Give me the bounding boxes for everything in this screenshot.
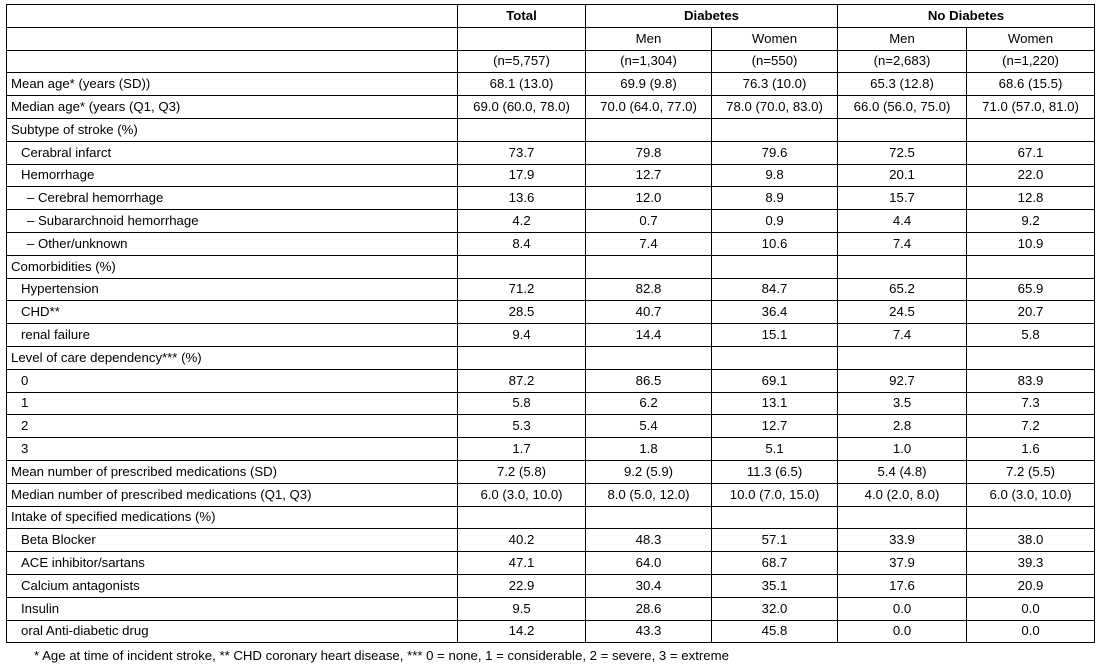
empty-cell (838, 255, 967, 278)
cell-total: 9.4 (458, 324, 586, 347)
cell-dm-women: 76.3 (10.0) (712, 73, 838, 96)
cell-dm-men: 5.4 (586, 415, 712, 438)
cell-nodm-women: 7.2 (967, 415, 1095, 438)
cell-total: 9.5 (458, 597, 586, 620)
row-label: Hemorrhage (7, 164, 458, 187)
empty-cell (586, 255, 712, 278)
cell-nodm-men: 24.5 (838, 301, 967, 324)
empty-cell (967, 118, 1095, 141)
cell-nodm-women: 20.7 (967, 301, 1095, 324)
cell-dm-men: 8.0 (5.0, 12.0) (586, 483, 712, 506)
cell-nodm-women: 12.8 (967, 187, 1095, 210)
cell-nodm-women: 0.0 (967, 597, 1095, 620)
cell-dm-men: 9.2 (5.9) (586, 460, 712, 483)
cell-nodm-women: 71.0 (57.0, 81.0) (967, 96, 1095, 119)
cell-nodm-women: 68.6 (15.5) (967, 73, 1095, 96)
cell-total: 13.6 (458, 187, 586, 210)
cell-nodm-men: 66.0 (56.0, 75.0) (838, 96, 967, 119)
cell-total: 69.0 (60.0, 78.0) (458, 96, 586, 119)
cell-dm-women: 57.1 (712, 529, 838, 552)
row-label: Mean number of prescribed medications (SD) (7, 460, 458, 483)
cell-nodm-women: 38.0 (967, 529, 1095, 552)
cell-dm-men: 12.0 (586, 187, 712, 210)
header-dm-women: Women (712, 27, 838, 50)
row-label: – Other/unknown (7, 232, 458, 255)
cell-nodm-women: 6.0 (3.0, 10.0) (967, 483, 1095, 506)
cell-dm-men: 64.0 (586, 552, 712, 575)
cell-total: 47.1 (458, 552, 586, 575)
empty-cell (712, 118, 838, 141)
empty-cell (458, 255, 586, 278)
cell-dm-men: 28.6 (586, 597, 712, 620)
table-row (7, 483, 1095, 506)
row-label: Insulin (7, 597, 458, 620)
header-empty-cell (7, 27, 458, 50)
cell-total: 4.2 (458, 210, 586, 233)
cell-dm-men: 30.4 (586, 574, 712, 597)
cell-nodm-women: 65.9 (967, 278, 1095, 301)
row-label: Beta Blocker (7, 529, 458, 552)
empty-cell (838, 118, 967, 141)
cell-dm-men: 0.7 (586, 210, 712, 233)
row-label: renal failure (7, 324, 458, 347)
cell-dm-men: 48.3 (586, 529, 712, 552)
cell-dm-women: 10.6 (712, 232, 838, 255)
empty-cell (712, 255, 838, 278)
cell-dm-men: 7.4 (586, 232, 712, 255)
empty-cell (586, 346, 712, 369)
cell-dm-women: 9.8 (712, 164, 838, 187)
cell-nodm-men: 7.4 (838, 324, 967, 347)
cell-nodm-women: 10.9 (967, 232, 1095, 255)
cell-dm-men: 79.8 (586, 141, 712, 164)
cell-nodm-men: 33.9 (838, 529, 967, 552)
table-row (7, 369, 1095, 392)
cell-dm-men: 70.0 (64.0, 77.0) (586, 96, 712, 119)
table-row (7, 460, 1095, 483)
empty-cell (712, 506, 838, 529)
table-row (7, 141, 1095, 164)
cell-dm-men: 12.7 (586, 164, 712, 187)
header-dm-men: Men (586, 27, 712, 50)
row-label: Calcium antagonists (7, 574, 458, 597)
header-empty-cell (7, 5, 458, 28)
cell-dm-men: 14.4 (586, 324, 712, 347)
cell-total: 7.2 (5.8) (458, 460, 586, 483)
cell-nodm-women: 39.3 (967, 552, 1095, 575)
cell-dm-women: 45.8 (712, 620, 838, 643)
empty-cell (967, 346, 1095, 369)
cell-total: 73.7 (458, 141, 586, 164)
cell-nodm-men: 37.9 (838, 552, 967, 575)
cell-total: 22.9 (458, 574, 586, 597)
cell-nodm-men: 4.0 (2.0, 8.0) (838, 483, 967, 506)
cell-nodm-women: 20.9 (967, 574, 1095, 597)
table-row (7, 324, 1095, 347)
section-label: Comorbidities (%) (7, 255, 458, 278)
cell-nodm-men: 0.0 (838, 620, 967, 643)
cell-dm-women: 78.0 (70.0, 83.0) (712, 96, 838, 119)
cell-total: 28.5 (458, 301, 586, 324)
cell-dm-men: 6.2 (586, 392, 712, 415)
row-label: CHD** (7, 301, 458, 324)
empty-cell (712, 346, 838, 369)
table-row (7, 96, 1095, 119)
cell-nodm-men: 15.7 (838, 187, 967, 210)
cell-dm-women: 84.7 (712, 278, 838, 301)
table-row (7, 73, 1095, 96)
header-nodm-women: Women (967, 27, 1095, 50)
table-row (7, 529, 1095, 552)
empty-cell (458, 118, 586, 141)
cell-dm-women: 8.9 (712, 187, 838, 210)
section-label: Level of care dependency*** (%) (7, 346, 458, 369)
table-footnote: * Age at time of incident stroke, ** CHD coronary heart disease, *** 0 = none, 1 = considerable, 2 = severe, 3 = extreme (34, 648, 729, 663)
cell-dm-women: 36.4 (712, 301, 838, 324)
table-row (7, 438, 1095, 461)
row-label: oral Anti-diabetic drug (7, 620, 458, 643)
table-row (7, 278, 1095, 301)
n-total: (n=5,757) (458, 50, 586, 73)
row-label: Hypertension (7, 278, 458, 301)
cell-total: 5.8 (458, 392, 586, 415)
cell-total: 17.9 (458, 164, 586, 187)
header-nodm-men: Men (838, 27, 967, 50)
row-label: ACE inhibitor/sartans (7, 552, 458, 575)
cell-nodm-women: 67.1 (967, 141, 1095, 164)
section-row (7, 118, 1095, 141)
header-row-sex (7, 27, 1095, 50)
section-label: Subtype of stroke (%) (7, 118, 458, 141)
cell-dm-men: 69.9 (9.8) (586, 73, 712, 96)
cell-nodm-women: 7.3 (967, 392, 1095, 415)
row-label: – Subararchnoid hemorrhage (7, 210, 458, 233)
cell-dm-women: 79.6 (712, 141, 838, 164)
header-empty-cell (458, 27, 586, 50)
table-row (7, 415, 1095, 438)
cell-total: 8.4 (458, 232, 586, 255)
n-nodm-men: (n=2,683) (838, 50, 967, 73)
table-row (7, 210, 1095, 233)
cell-nodm-men: 1.0 (838, 438, 967, 461)
empty-cell (967, 506, 1095, 529)
cell-total: 87.2 (458, 369, 586, 392)
cell-dm-women: 32.0 (712, 597, 838, 620)
row-label: Median number of prescribed medications (Q1, Q3) (7, 483, 458, 506)
table-row (7, 552, 1095, 575)
cell-nodm-men: 65.3 (12.8) (838, 73, 967, 96)
cell-dm-women: 15.1 (712, 324, 838, 347)
cell-dm-women: 11.3 (6.5) (712, 460, 838, 483)
cell-dm-men: 86.5 (586, 369, 712, 392)
header-no-diabetes: No Diabetes (838, 5, 1095, 28)
section-row (7, 346, 1095, 369)
cell-total: 5.3 (458, 415, 586, 438)
row-label: Mean age* (years (SD)) (7, 73, 458, 96)
cell-dm-women: 12.7 (712, 415, 838, 438)
table-row (7, 164, 1095, 187)
cell-nodm-women: 7.2 (5.5) (967, 460, 1095, 483)
row-label: Cerabral infarct (7, 141, 458, 164)
cell-nodm-men: 65.2 (838, 278, 967, 301)
cell-nodm-men: 3.5 (838, 392, 967, 415)
table-row (7, 392, 1095, 415)
cell-nodm-women: 0.0 (967, 620, 1095, 643)
cell-nodm-men: 5.4 (4.8) (838, 460, 967, 483)
cell-dm-men: 1.8 (586, 438, 712, 461)
header-diabetes: Diabetes (586, 5, 838, 28)
cell-total: 6.0 (3.0, 10.0) (458, 483, 586, 506)
cell-total: 40.2 (458, 529, 586, 552)
n-dm-men: (n=1,304) (586, 50, 712, 73)
cell-nodm-women: 83.9 (967, 369, 1095, 392)
empty-cell (967, 255, 1095, 278)
empty-cell (838, 346, 967, 369)
table-row (7, 574, 1095, 597)
cell-nodm-men: 20.1 (838, 164, 967, 187)
header-row-groups (7, 5, 1095, 28)
cell-dm-women: 10.0 (7.0, 15.0) (712, 483, 838, 506)
empty-cell (838, 506, 967, 529)
cell-total: 14.2 (458, 620, 586, 643)
cell-nodm-men: 92.7 (838, 369, 967, 392)
cell-total: 68.1 (13.0) (458, 73, 586, 96)
table-row (7, 597, 1095, 620)
n-nodm-women: (n=1,220) (967, 50, 1095, 73)
cell-dm-women: 13.1 (712, 392, 838, 415)
row-label: 3 (7, 438, 458, 461)
table-row (7, 232, 1095, 255)
stroke-characteristics-table (6, 4, 1095, 643)
header-row-n (7, 50, 1095, 73)
cell-nodm-women: 1.6 (967, 438, 1095, 461)
section-row (7, 506, 1095, 529)
cell-total: 1.7 (458, 438, 586, 461)
row-label: 0 (7, 369, 458, 392)
row-label: Median age* (years (Q1, Q3) (7, 96, 458, 119)
empty-cell (458, 346, 586, 369)
empty-cell (586, 506, 712, 529)
cell-dm-men: 82.8 (586, 278, 712, 301)
cell-dm-women: 69.1 (712, 369, 838, 392)
row-label: 1 (7, 392, 458, 415)
header-empty-cell (7, 50, 458, 73)
header-total: Total (458, 5, 586, 28)
section-label: Intake of specified medications (%) (7, 506, 458, 529)
cell-nodm-women: 5.8 (967, 324, 1095, 347)
table-row (7, 187, 1095, 210)
row-label: – Cerebral hemorrhage (7, 187, 458, 210)
cell-dm-women: 0.9 (712, 210, 838, 233)
cell-dm-women: 5.1 (712, 438, 838, 461)
cell-nodm-women: 9.2 (967, 210, 1095, 233)
cell-dm-men: 40.7 (586, 301, 712, 324)
cell-nodm-men: 2.8 (838, 415, 967, 438)
table-row (7, 620, 1095, 643)
n-dm-women: (n=550) (712, 50, 838, 73)
cell-total: 71.2 (458, 278, 586, 301)
table-row (7, 301, 1095, 324)
empty-cell (586, 118, 712, 141)
row-label: 2 (7, 415, 458, 438)
cell-nodm-men: 4.4 (838, 210, 967, 233)
cell-nodm-men: 7.4 (838, 232, 967, 255)
cell-dm-women: 35.1 (712, 574, 838, 597)
cell-nodm-women: 22.0 (967, 164, 1095, 187)
cell-dm-men: 43.3 (586, 620, 712, 643)
cell-nodm-men: 72.5 (838, 141, 967, 164)
empty-cell (458, 506, 586, 529)
cell-dm-women: 68.7 (712, 552, 838, 575)
cell-nodm-men: 17.6 (838, 574, 967, 597)
section-row (7, 255, 1095, 278)
cell-nodm-men: 0.0 (838, 597, 967, 620)
